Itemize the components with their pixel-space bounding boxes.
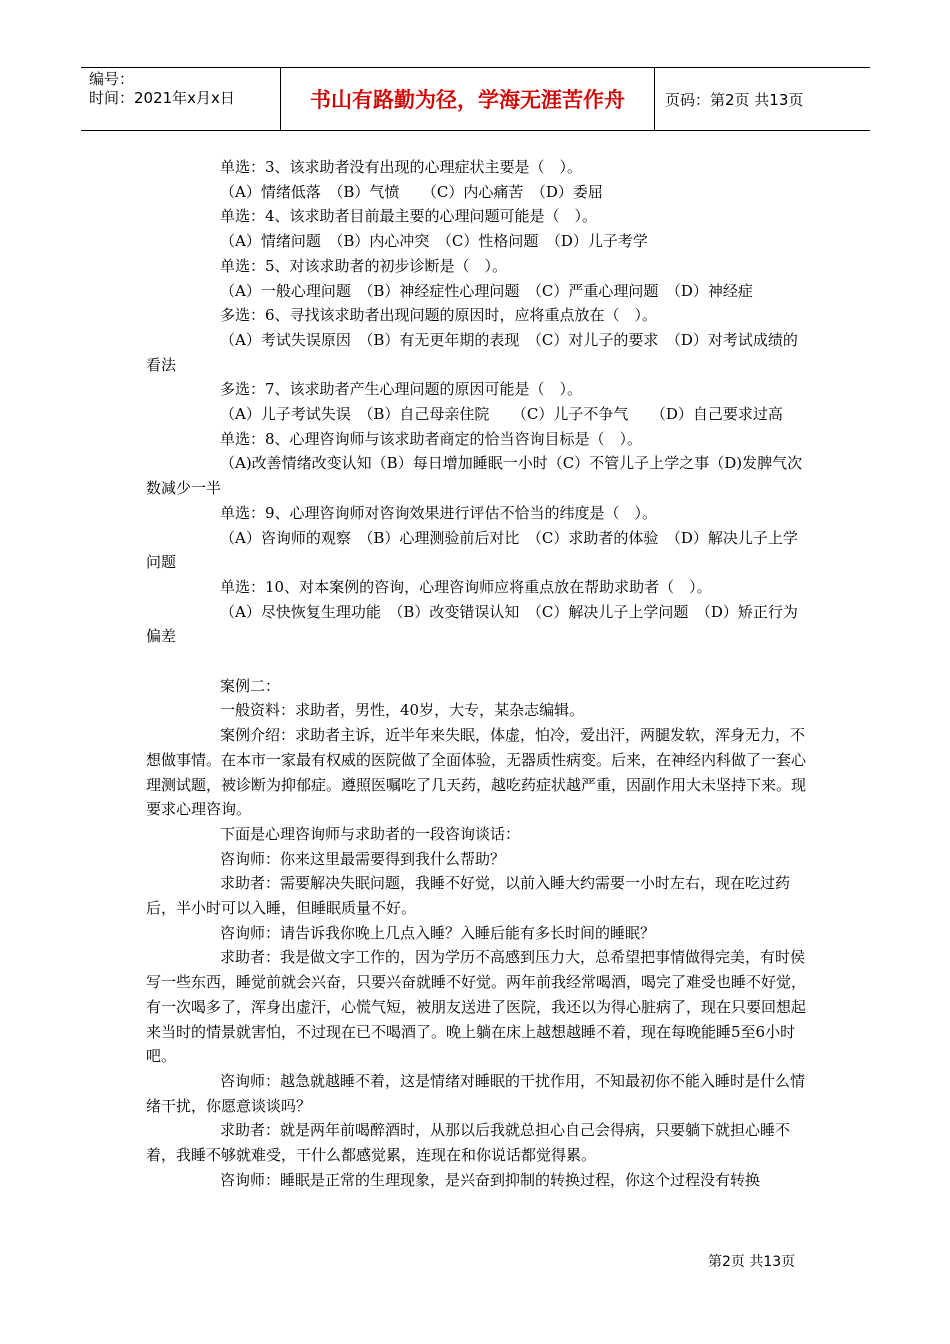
paragraph: 单选：5、对该求助者的初步诊断是（ ）。	[220, 256, 508, 275]
blank-line	[146, 649, 806, 674]
paragraph: （A）情绪问题 （B）内心冲突 （C）性格问题 （D）儿子考学	[220, 232, 648, 251]
paragraph: 下面是心理咨询师与求助者的一段咨询谈话：	[220, 824, 521, 843]
paragraph: 单选：3、该求助者没有出现的心理症状主要是（ ）。	[220, 158, 583, 176]
header-left	[81, 68, 281, 130]
paragraph: 求助者：就是两年前喝醉酒时，从那以后我就总担心自己会得病，只要躺下就担心睡不着，我睡不够就难受，干什么都感觉累，连现在和你说话都觉得累。	[146, 1121, 791, 1165]
paragraph: （A）考试失误原因 （B）有无更年期的表现 （C）对儿子的要求 （D）对考试成绩的看法	[146, 330, 798, 374]
paragraph: 单选：9、心理咨询师对咨询效果进行评估不恰当的纬度是（ ）。	[220, 503, 658, 522]
header-motto: 书山有路勤为径，学海无涯苦作舟	[281, 68, 655, 130]
paragraph: 咨询师：睡眠是正常的生理现象，是兴奋到抑制的转换过程，你这个过程没有转换	[220, 1170, 761, 1189]
paragraph: 咨询师：你来这里最需要得到我什么帮助？	[220, 849, 506, 868]
paragraph: 咨询师：越急就越睡不着，这是情绪对睡眠的干扰作用，不知最初你不能入睡时是什么情绪干扰，你愿意谈谈吗？	[146, 1072, 806, 1115]
paragraph: 案例二：	[220, 676, 281, 695]
paragraph: （A）情绪低落 （B）气愤 （C）内心痛苦 （D）委屈	[220, 182, 603, 201]
header-page-number: 页码：第2页 共13页	[665, 90, 804, 109]
code-label: 编号：	[89, 70, 135, 88]
paragraph: 一般资料：求助者，男性，40岁，大专，某杂志编辑。	[220, 701, 585, 720]
page-header	[81, 67, 870, 131]
paragraph: 多选：6、寻找该求助者出现问题的原因时，应将重点放在（ ）。	[220, 306, 658, 325]
paragraph: 求助者：需要解决失眠问题，我睡不好觉，以前入睡大约需要一小时左右，现在吃过药后，半小时可以入睡，但睡眠质量不好。	[146, 874, 791, 918]
page-footer: 第2页 共13页	[708, 1254, 796, 1270]
paragraph: （A）一般心理问题 （B）神经症性心理问题 （C）严重心理问题 （D）神经症	[220, 281, 753, 300]
paragraph: （A）儿子考试失误 （B）自己母亲住院 （C）儿子不争气 （D）自己要求过高	[220, 405, 783, 424]
paragraph: （A）咨询师的观察 （B）心理测验前后对比 （C）求助者的体验 （D）解决儿子上学问题	[146, 528, 798, 572]
paragraph: 单选：10、对本案例的咨询，心理咨询师应将重点放在帮助求助者（ ）。	[220, 577, 712, 596]
paragraph: 咨询师：请告诉我你晚上几点入睡？入睡后能有多长时间的睡眠？	[220, 923, 656, 942]
time-label: 时间：2021年x月x日	[89, 89, 235, 107]
paragraph: 求助者：我是做文字工作的，因为学历不高感到压力大，总希望把事情做得完美，有时侯写一些东西，睡觉前就会兴奋，只要兴奋就睡不好觉。两年前我经常喝酒，喝完了难受也睡不好觉，有一次喝多了，浑身出虚汗，心慌气短，被朋友送进了医院，我还以为得心脏病了，现在只要回想起来当时的情景就害怕，不过现在已不喝酒了。晚上躺在床上越想越睡不着，现在每晚能睡5至6小时吧。	[146, 948, 807, 1066]
paragraph: （A）尽快恢复生理功能 （B）改变错误认知 （C）解决儿子上学问题 （D）矫正行为偏差	[146, 602, 798, 646]
paragraph: 单选：8、心理咨询师与该求助者商定的恰当咨询目标是（ ）。	[220, 429, 643, 448]
paragraph: （A)改善情绪改变认知（B）每日增加睡眠一小时（C）不管儿子上学之事（D)发脾气次数减少一半	[146, 454, 803, 498]
document-body	[146, 155, 806, 1193]
paragraph: 多选：7、该求助者产生心理问题的原因可能是（ ）。	[220, 380, 583, 399]
paragraph: 单选：4、该求助者目前最主要的心理问题可能是（ ）。	[220, 207, 598, 226]
paragraph: 案例介绍：求助者主诉，近半年来失眠，体虚，怕冷，爱出汗，两腿发软，浑身无力，不想做事情。在本市一家最有权威的医院做了全面体验，无器质性病变。后来，在神经内科做了一套心理测试题，被诊断为抑郁症。遵照医嘱吃了几天药，越吃药症状越严重，因副作用大未坚持下来。现要求心理咨询。	[146, 726, 807, 819]
